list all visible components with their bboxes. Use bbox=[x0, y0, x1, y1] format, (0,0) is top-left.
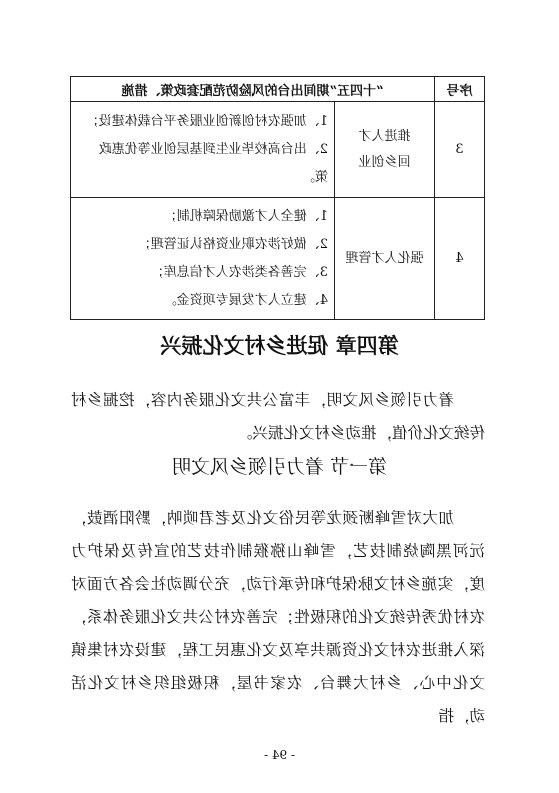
measure-item: 4、建立人才发展专项资金。 bbox=[163, 292, 328, 308]
measure-item: 1、加强农村创新创业服务平台载体建设； bbox=[85, 113, 328, 129]
row-measures bbox=[71, 102, 335, 198]
table-header-row bbox=[71, 77, 485, 102]
section-title: 第一节 着力引领乡风文明 bbox=[171, 456, 388, 478]
measure-item: 1、健全人才激励保障机制； bbox=[163, 208, 328, 224]
header-no: 序号 bbox=[435, 77, 485, 102]
row-name bbox=[335, 198, 435, 320]
table-row bbox=[71, 102, 485, 198]
measure-item: 策。 bbox=[301, 169, 328, 185]
row-name bbox=[335, 102, 435, 198]
row-measures bbox=[71, 198, 335, 320]
section-paragraph: 加大对雪峰断颈龙等民俗文化及老君唢呐，黔阳酒鼓，沅河黑陶烧制技艺，雪峰山猕猴制作技艺的宣传及保护力度，实施乡村文脉保护和传承行动，充分调动社会各方面对农村优秀传统文化的积极性；完善农村公共文化服务体系，深入推进农村文化资源共享及文化惠民工程，建设农村集镇文化中心、乡村大舞台、农家书屋，积极组织乡村文化活动，指 bbox=[71, 509, 485, 725]
measure-item: 3、完善各类涉农人才信息库； bbox=[150, 264, 328, 280]
intro-paragraph: 着力引领乡风文明，丰富公共文化服务内容，挖掘乡村传统文化价值，推动乡村文化振兴。 bbox=[71, 391, 485, 442]
table-row bbox=[71, 198, 485, 320]
page-number: - 94 - bbox=[264, 748, 296, 762]
row-number: 3 bbox=[435, 102, 485, 198]
row-name-line: 强化人才管理 bbox=[345, 250, 424, 266]
measure-item: 2、做好涉农职业资格认证管理； bbox=[137, 236, 328, 252]
header-measures: “十四五”期间出台的风险防范配套政策、措施 bbox=[71, 77, 435, 102]
measure-item: 2、出台高校毕业生到基层创业等优惠政 bbox=[98, 141, 328, 157]
row-number: 4 bbox=[435, 198, 485, 320]
row-name-line: 推进人才 bbox=[358, 128, 411, 144]
chapter-title: 第四章 促进乡村文化振兴 bbox=[160, 334, 399, 358]
row-name-line: 回乡创业 bbox=[358, 154, 411, 170]
policy-table bbox=[70, 76, 485, 320]
